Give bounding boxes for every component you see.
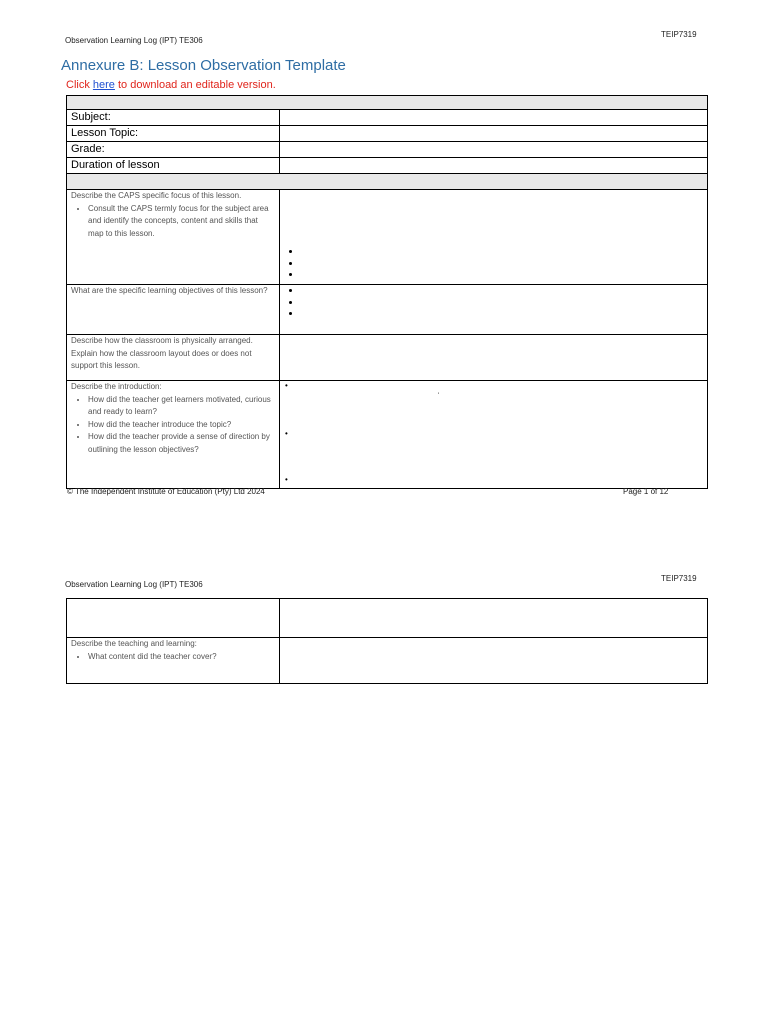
shaded-separator-row [67, 174, 708, 190]
teaching-prompt-cell [67, 638, 280, 684]
download-prefix: Click [66, 79, 93, 91]
introduction-bullet-1: • How did the teacher get learners motivated, curious and ready to learn? [88, 394, 275, 419]
grade-label: Grade: [67, 142, 280, 158]
download-note [66, 79, 276, 91]
objectives-prompt-cell [67, 285, 280, 335]
duration-label: Duration of lesson [67, 158, 280, 174]
page-header-code: TEIP7319 [661, 30, 697, 39]
lesson-topic-value-cell[interactable] [280, 126, 708, 142]
classroom-prompt: Describe how the classroom is physically arranged. Explain how the classroom layout does or does not support this lesson. [71, 336, 253, 370]
download-link[interactable]: here [92, 79, 115, 91]
observation-table-continued [66, 598, 708, 684]
caps-focus-response-cell[interactable] [280, 190, 708, 285]
introduction-response-cell[interactable]: • ' • • [280, 381, 708, 489]
page-header-left: Observation Learning Log (IPT) TE306 [65, 36, 203, 45]
subject-label: Subject: [67, 110, 280, 126]
continued-prompt-cell [67, 599, 280, 638]
introduction-prompt-cell [67, 381, 280, 489]
teaching-prompt: Describe the teaching and learning: [71, 639, 197, 648]
introduction-bullet-2: • How did the teacher introduce the topic? [88, 419, 275, 432]
caps-focus-prompt: Describe the CAPS specific focus of this lesson. [71, 191, 242, 200]
introduction-bullet-3: • How did the teacher provide a sense of direction by outlining the lesson objectives? [88, 431, 275, 456]
shaded-header-row [67, 96, 708, 110]
lesson-topic-label: Lesson Topic: [67, 126, 280, 142]
download-suffix: to download an editable version. [114, 79, 276, 91]
objectives-response-cell[interactable] [280, 285, 708, 335]
page-title: Annexure B: Lesson Observation Template [61, 57, 346, 74]
duration-value-cell[interactable] [280, 158, 708, 174]
grade-value-cell[interactable] [280, 142, 708, 158]
observation-table [66, 95, 708, 489]
classroom-prompt-cell [67, 335, 280, 381]
continued-response-cell[interactable] [280, 599, 708, 638]
objectives-prompt: What are the specific learning objectives of this lesson? [71, 286, 268, 295]
footer-copyright: © The Independent Institute of Education (Pty) Ltd 2024 [67, 487, 265, 496]
teaching-response-cell[interactable] [280, 638, 708, 684]
caps-focus-prompt-cell [67, 190, 280, 285]
classroom-response-cell[interactable] [280, 335, 708, 381]
subject-value-cell[interactable] [280, 110, 708, 126]
introduction-prompt: Describe the introduction: [71, 382, 162, 391]
footer-page-number: Page 1 of 12 [623, 487, 669, 496]
teaching-bullet: • What content did the teacher cover? [88, 651, 275, 664]
page2-header-left: Observation Learning Log (IPT) TE306 [65, 580, 203, 589]
page2-header-code: TEIP7319 [661, 574, 697, 583]
caps-focus-bullet: • Consult the CAPS termly focus for the subject area and identify the concepts, content and skills that map to this lesson. [88, 203, 275, 241]
